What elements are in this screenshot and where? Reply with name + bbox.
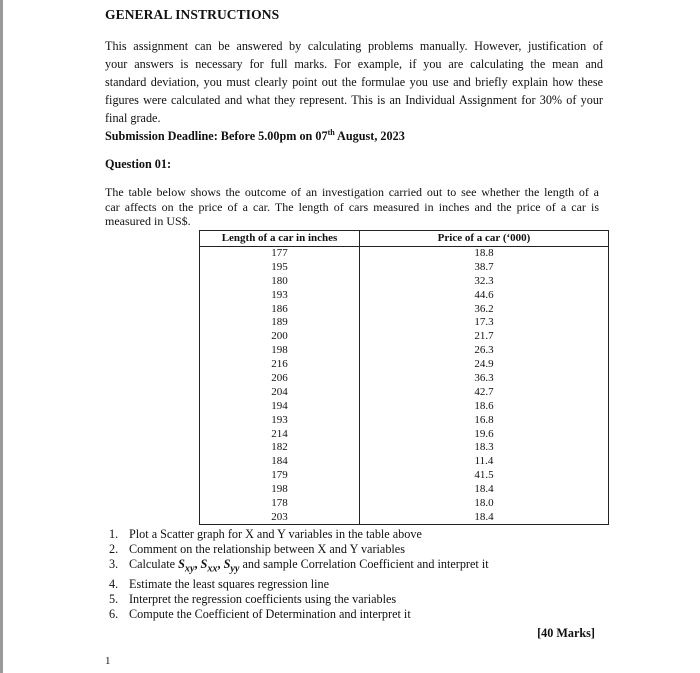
instructions-line: standard deviation, you must clearly point out the formulae you use and briefly explain how these xyxy=(105,75,603,89)
table-row xyxy=(200,427,609,441)
cell-length: 193 xyxy=(200,413,360,427)
cell-price: 18.0 xyxy=(360,497,609,511)
cell-price: 44.6 xyxy=(360,288,609,302)
table-row xyxy=(200,330,609,344)
cell-length: 203 xyxy=(200,510,360,524)
table-row xyxy=(200,385,609,399)
table-row xyxy=(200,260,609,274)
task-text: Interpret the regression coefficients using the variables xyxy=(129,592,397,607)
table-row xyxy=(200,358,609,372)
task-item xyxy=(109,592,489,607)
description-line: car affects on the price of a car. The length of cars measured in inches and the price of a car is xyxy=(105,199,599,214)
cell-price: 18.6 xyxy=(360,399,609,413)
task-item xyxy=(109,542,489,557)
symbol-sub: yy xyxy=(230,563,240,575)
cell-price: 36.3 xyxy=(360,372,609,386)
cell-length: 195 xyxy=(200,260,360,274)
task-text-post: and sample Correlation Coefficient and interpret it xyxy=(239,557,489,572)
cell-length: 198 xyxy=(200,344,360,358)
symbol-s: S xyxy=(200,557,208,572)
instructions-line: figures were calculated and what they represent. This is an Individual Assignment for 30% of your xyxy=(105,93,603,107)
instructions-line: This assignment can be answered by calculating problems manually. However, justification of xyxy=(105,39,603,53)
symbol-sub: xy xyxy=(184,563,195,575)
cell-price: 32.3 xyxy=(360,274,609,288)
cell-price: 41.5 xyxy=(360,469,609,483)
task-number: 3. xyxy=(109,557,119,572)
task-text: Plot a Scatter graph for X and Y variables in the table above xyxy=(129,527,422,541)
table-row xyxy=(200,469,609,483)
table-row xyxy=(200,399,609,413)
table-row xyxy=(200,372,609,386)
cell-length: 216 xyxy=(200,358,360,372)
task-number: 6. xyxy=(109,607,119,622)
cell-length: 178 xyxy=(200,497,360,511)
cell-length: 194 xyxy=(200,399,360,413)
page-number: 1 xyxy=(105,655,111,667)
total-marks: [40 Marks] xyxy=(537,626,595,640)
task-number: 1. xyxy=(109,527,119,541)
description-line: The table below shows the outcome of an investigation carried out to see whether the length of a xyxy=(105,185,599,199)
cell-price: 18.3 xyxy=(360,441,609,455)
car-data-table xyxy=(199,230,609,525)
cell-length: 198 xyxy=(200,483,360,497)
deadline-suffix: August, 2023 xyxy=(334,129,405,144)
instructions-line: final grade. xyxy=(105,111,161,125)
cell-price: 18.8 xyxy=(360,246,609,260)
symbol-s: S xyxy=(178,557,185,572)
table-row xyxy=(200,274,609,288)
task-text: Comment on the relationship between X and Y variables xyxy=(129,542,405,557)
section-heading: GENERAL INSTRUCTIONS xyxy=(105,7,280,22)
table-row xyxy=(200,455,609,469)
cell-price: 24.9 xyxy=(360,358,609,372)
table-row xyxy=(200,316,609,330)
table-row xyxy=(200,413,609,427)
cell-length: 200 xyxy=(200,330,360,344)
table-row xyxy=(200,483,609,497)
cell-length: 179 xyxy=(200,469,360,483)
page-edge-rule xyxy=(0,0,3,673)
cell-price: 17.3 xyxy=(360,316,609,330)
cell-price: 42.7 xyxy=(360,385,609,399)
cell-length: 180 xyxy=(200,274,360,288)
column-header-length: Length of a car in inches xyxy=(200,231,360,247)
cell-length: 206 xyxy=(200,372,360,386)
table-header-row xyxy=(200,231,609,247)
cell-length: 193 xyxy=(200,288,360,302)
instructions-line: your answers is necessary for full marks. For example, if you are calculating the mean and xyxy=(105,57,603,71)
cell-price: 11.4 xyxy=(360,455,609,469)
cell-price: 16.8 xyxy=(360,413,609,427)
cell-price: 36.2 xyxy=(360,302,609,316)
deadline-prefix: Submission Deadline: Before 5.00pm on 07 xyxy=(105,129,328,144)
task-number: 4. xyxy=(109,577,119,592)
task-item xyxy=(109,577,489,592)
table-row xyxy=(200,510,609,524)
task-text-pre: Calculate xyxy=(129,557,179,572)
task-item xyxy=(109,607,489,622)
task-item: 3. Calculate $S_{xy}$, $S_{xx}$, $S_{yy}$ and sample Correlation Coefficient and interpret it xyxy=(109,557,489,575)
task-item xyxy=(109,527,489,542)
cell-length: 184 xyxy=(200,455,360,469)
cell-price: 19.6 xyxy=(360,427,609,441)
cell-length: 182 xyxy=(200,441,360,455)
task-text: Compute the Coefficient of Determination and interpret it xyxy=(129,607,411,622)
table-row xyxy=(200,344,609,358)
symbol-sub: xx xyxy=(207,563,218,575)
submission-deadline xyxy=(105,128,405,144)
task-number: 5. xyxy=(109,592,119,607)
column-header-price: Price of a car (‘000) xyxy=(360,231,609,247)
cell-length: 189 xyxy=(200,316,360,330)
task-list xyxy=(109,527,489,623)
instructions-paragraph xyxy=(105,37,603,127)
table-row xyxy=(200,302,609,316)
task-text: Estimate the least squares regression line xyxy=(129,577,330,592)
cell-length: 204 xyxy=(200,385,360,399)
question-label: Question 01: xyxy=(105,157,172,171)
cell-price: 38.7 xyxy=(360,260,609,274)
table-row xyxy=(200,246,609,260)
table-row xyxy=(200,441,609,455)
symbol-s: S xyxy=(223,557,231,572)
cell-length: 214 xyxy=(200,427,360,441)
description-line: measured in US$. xyxy=(105,214,191,228)
cell-price: 18.4 xyxy=(360,510,609,524)
cell-length: 186 xyxy=(200,302,360,316)
cell-price: 18.4 xyxy=(360,483,609,497)
cell-price: 21.7 xyxy=(360,330,609,344)
question-description xyxy=(105,185,599,229)
cell-price: 26.3 xyxy=(360,344,609,358)
table-row xyxy=(200,497,609,511)
table-row xyxy=(200,288,609,302)
deadline-ordinal: th xyxy=(327,128,335,137)
cell-length: 177 xyxy=(200,246,360,260)
task-number: 2. xyxy=(109,542,119,557)
